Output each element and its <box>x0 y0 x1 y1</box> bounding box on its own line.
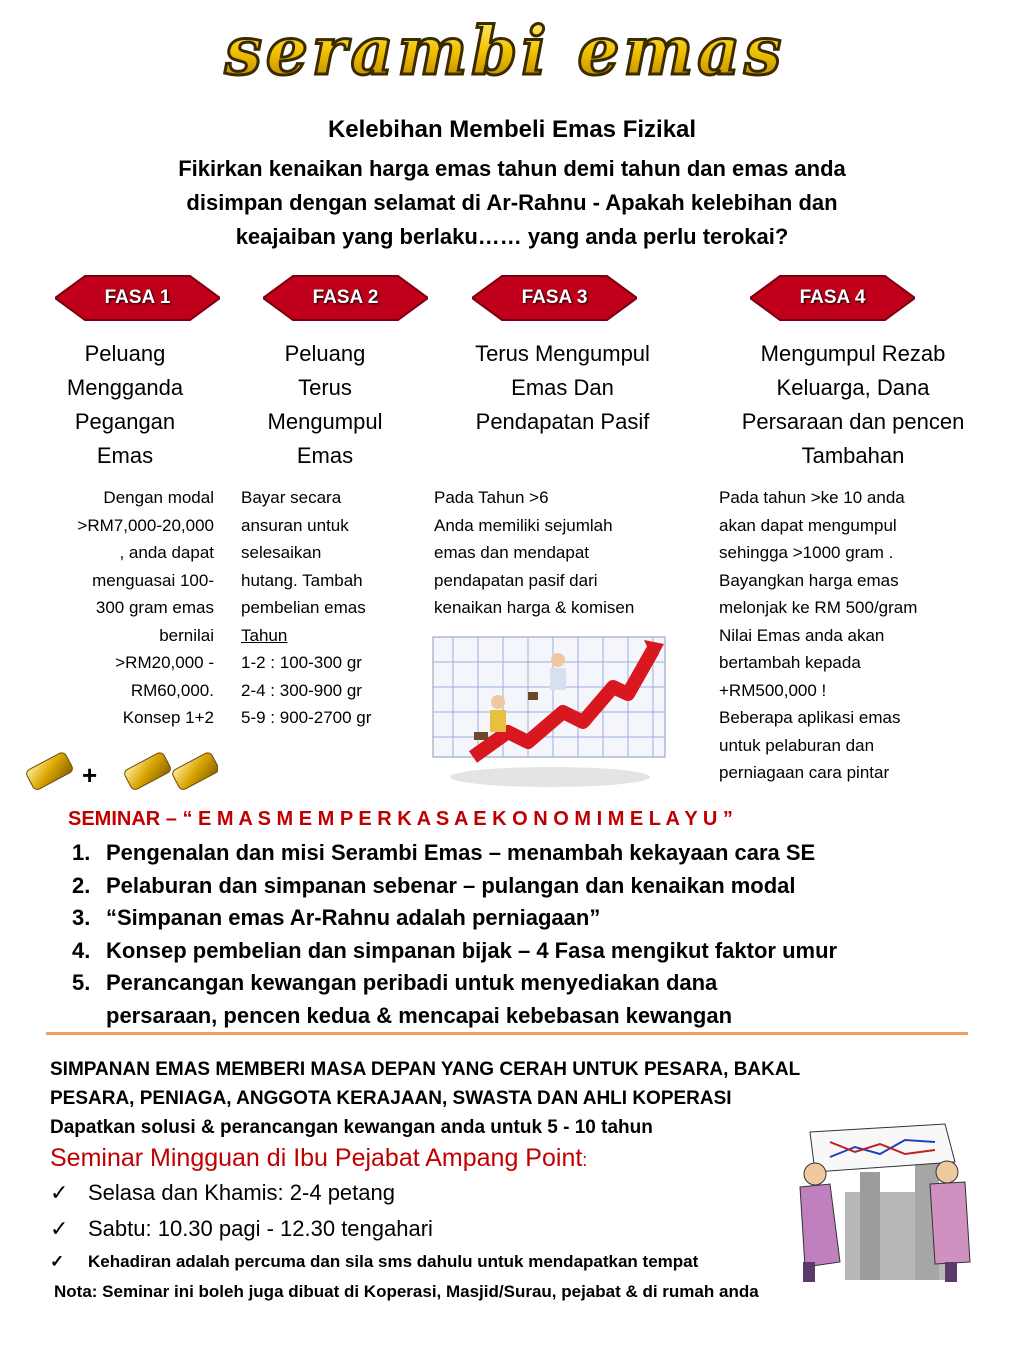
plus-sign: + <box>82 760 98 790</box>
subheading-line: Fikirkan kenaikan harga emas tahun demi tahun dan emas anda <box>178 156 846 181</box>
checkmark-icon: ✓ <box>50 1180 69 1205</box>
fasa-4-badge: FASA 4 <box>750 273 915 323</box>
fasa-1-title: Peluang Mengganda Pegangan Emas <box>66 341 184 468</box>
fasa-2-description: Bayar secara ansuran untuk selesaikan hutang. Tambah pembelian emas Tahun 1-2 : 100-300 gr 2-4 : 300-900 gr 5-9 : 900-2700 gr <box>241 488 372 727</box>
serambi-emas-logo <box>210 8 800 98</box>
fasa-1-description: Dengan modal >RM7,000-20,000 , anda dapat menguasai 100- 300 gram emas bernilai >RM20,000 - RM60,000. Konsep 1+2 <box>77 488 214 727</box>
list-item: 3. “Simpanan emas Ar-Rahnu adalah perniagaan” <box>72 905 601 930</box>
fasa-4-title: Mengumpul Rezab Keluarga, Dana Persaraan dan pencen Tambahan <box>741 341 965 468</box>
planning-clipart <box>785 1122 975 1284</box>
list-item: 4. Konsep pembelian dan simpanan bijak – 4 Fasa mengikut faktor umur <box>72 937 838 963</box>
weekly-seminar-title: Seminar Mingguan di Ibu Pejabat Ampang Point: <box>50 1144 588 1172</box>
checkmark-icon: ✓ <box>50 1252 65 1271</box>
schedule-item: ✓ Kehadiran adalah percuma dan sila sms dahulu untuk mendapatkan tempat <box>50 1247 800 1277</box>
info-line: SIMPANAN EMAS MEMBERI MASA DEPAN YANG CERAH UNTUK PESARA, BAKAL <box>50 1059 801 1080</box>
checkmark-icon: ✓ <box>50 1216 69 1241</box>
fasa-4-description: Pada tahun >ke 10 anda akan dapat mengumpul sehingga >1000 gram . Bayangkan harga emas melonjak ke RM 500/gram Nilai Emas anda akan bertambah kepada +RM500,000 ! Beberapa aplikasi emas untuk pelaburan dan perniagaan cara pintar <box>719 488 918 782</box>
subheading-line: disimpan dengan selamat di Ar-Rahnu - Apakah kelebihan dan <box>186 190 838 215</box>
fasa-1-badge: FASA 1 <box>55 273 220 323</box>
growth-chart-clipart <box>428 632 673 792</box>
info-line: PESARA, PENIAGA, ANGGOTA KERAJAAN, SWASTA DAN AHLI KOPERASI <box>50 1088 732 1109</box>
note-text: Nota: Seminar ini boleh juga dibuat di Koperasi, Masjid/Surau, pejabat & di rumah anda <box>54 1282 759 1301</box>
fasa-2-badge: FASA 2 <box>263 273 428 323</box>
section-divider <box>46 1032 968 1035</box>
subheading-line: keajaiban yang berlaku…… yang anda perlu terokai? <box>235 224 789 249</box>
list-item: 5. Perancangan kewangan peribadi untuk menyediakan dana persaraan, pencen kedua & mencapai kebebasan kewangan <box>72 970 733 1028</box>
info-line: Dapatkan solusi & perancangan kewangan anda untuk 5 - 10 tahun <box>50 1117 653 1138</box>
gold-bars-illustration <box>18 740 218 802</box>
subheading <box>80 152 944 254</box>
list-item: 1. Pengenalan dan misi Serambi Emas – menambah kekayaan cara SE <box>72 840 816 865</box>
fasa-2-title: Peluang Terus Mengumpul Emas <box>267 341 383 468</box>
fasa-3-title: Terus Mengumpul Emas Dan Pendapatan Pasif <box>475 341 650 434</box>
page-title: Kelebihan Membeli Emas Fizikal <box>327 116 697 143</box>
fasa-3-description: Pada Tahun >6 Anda memiliki sejumlah emas dan mendapat pendapatan pasif dari kenaikan harga & komisen <box>434 488 635 617</box>
bottom-info <box>50 1055 800 1307</box>
logo-text: serambi emas <box>224 12 786 90</box>
fasa-3-badge: FASA 3 <box>472 273 637 323</box>
seminar-topics-list <box>72 837 837 1032</box>
list-item: 2. Pelaburan dan simpanan sebenar – pulangan dan kenaikan modal <box>72 872 796 898</box>
seminar-title: SEMINAR – “ E M A S M E M P E R K A S A E K O N O M I M E L A Y U ” <box>68 808 733 830</box>
schedule-item: ✓ Sabtu: 10.30 pagi - 12.30 tengahari <box>50 1211 800 1247</box>
schedule-item: ✓ Selasa dan Khamis: 2-4 petang <box>50 1175 800 1211</box>
